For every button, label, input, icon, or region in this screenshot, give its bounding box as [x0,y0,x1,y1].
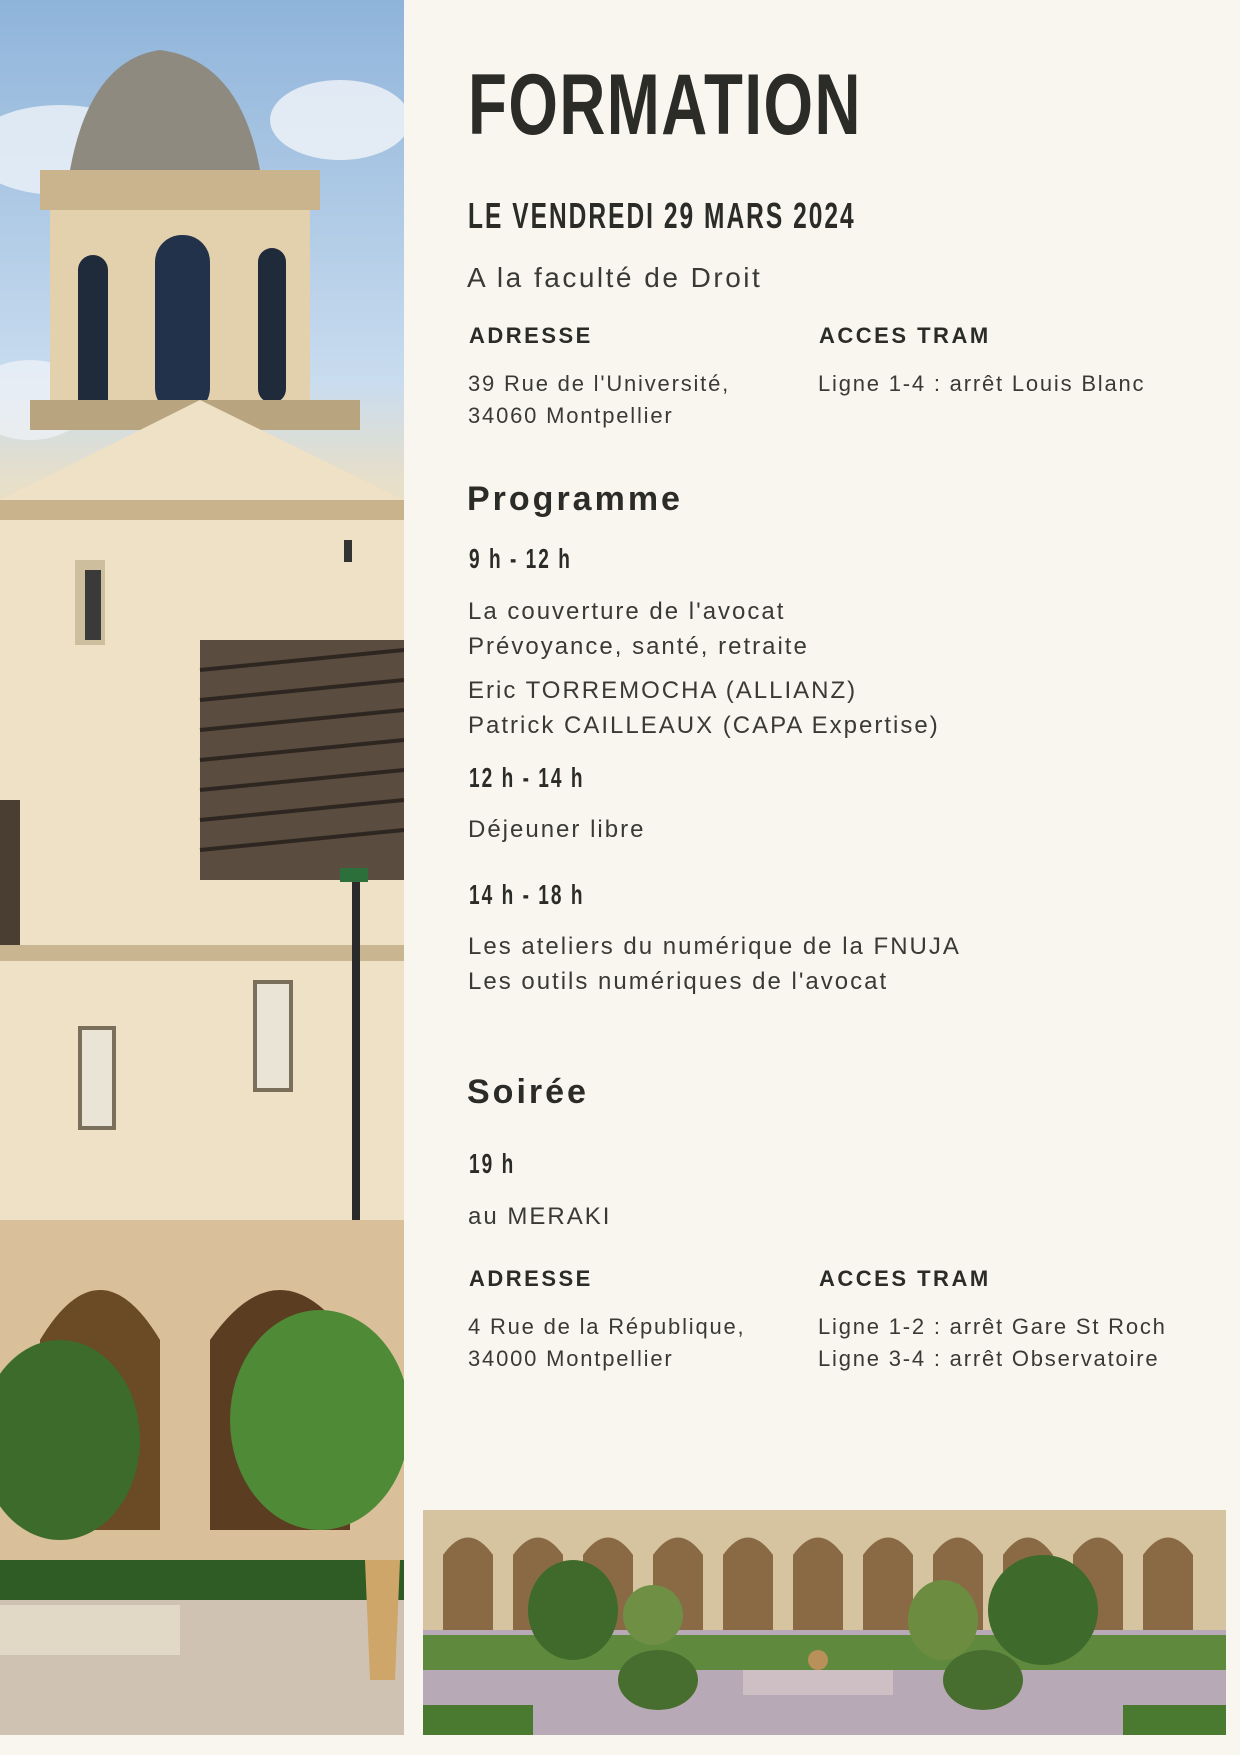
slot-time-2: 12 h - 14 h [469,762,585,793]
slot-3-line-2: Les outils numériques de l'avocat [468,968,889,995]
soiree-time: 19 h [469,1148,516,1179]
soiree-tram-line-1: Ligne 1-2 : arrêt Gare St Roch [818,1314,1167,1339]
venue-text: A la faculté de Droit [467,262,763,293]
soiree-tram-line-2: Ligne 3-4 : arrêt Observatoire [818,1346,1160,1371]
speaker-1: Eric TORREMOCHA (ALLIANZ) [468,677,858,704]
soiree-address-label: ADRESSE [469,1266,593,1291]
slot-3-line-1: Les ateliers du numérique de la FNUJA [468,933,961,960]
page-title: FORMATION [468,57,862,153]
tower-photo [0,0,404,1735]
programme-heading: Programme [467,480,683,518]
soiree-address-line-2: 34000 Montpellier [468,1346,674,1371]
speaker-2: Patrick CAILLEAUX (CAPA Expertise) [468,712,940,739]
slot-time-3: 14 h - 18 h [469,879,585,910]
tram-label: ACCES TRAM [819,323,991,348]
soiree-place: au MERAKI [468,1203,612,1230]
cloister-photo [423,1510,1226,1735]
address-line-2: 34060 Montpellier [468,403,674,428]
address-line-1: 39 Rue de l'Université, [468,371,731,396]
slot-1-line-2: Prévoyance, santé, retraite [468,633,809,660]
slot-time-1: 9 h - 12 h [469,543,572,574]
event-date: LE VENDREDI 29 MARS 2024 [468,195,856,236]
soiree-tram-label: ACCES TRAM [819,1266,991,1291]
soiree-heading: Soirée [467,1073,589,1111]
slot-1-line-1: La couverture de l'avocat [468,598,786,625]
address-label: ADRESSE [469,323,593,348]
soiree-address-line-1: 4 Rue de la République, [468,1314,746,1339]
tram-line-1: Ligne 1-4 : arrêt Louis Blanc [818,371,1146,396]
slot-2-line-1: Déjeuner libre [468,816,646,843]
